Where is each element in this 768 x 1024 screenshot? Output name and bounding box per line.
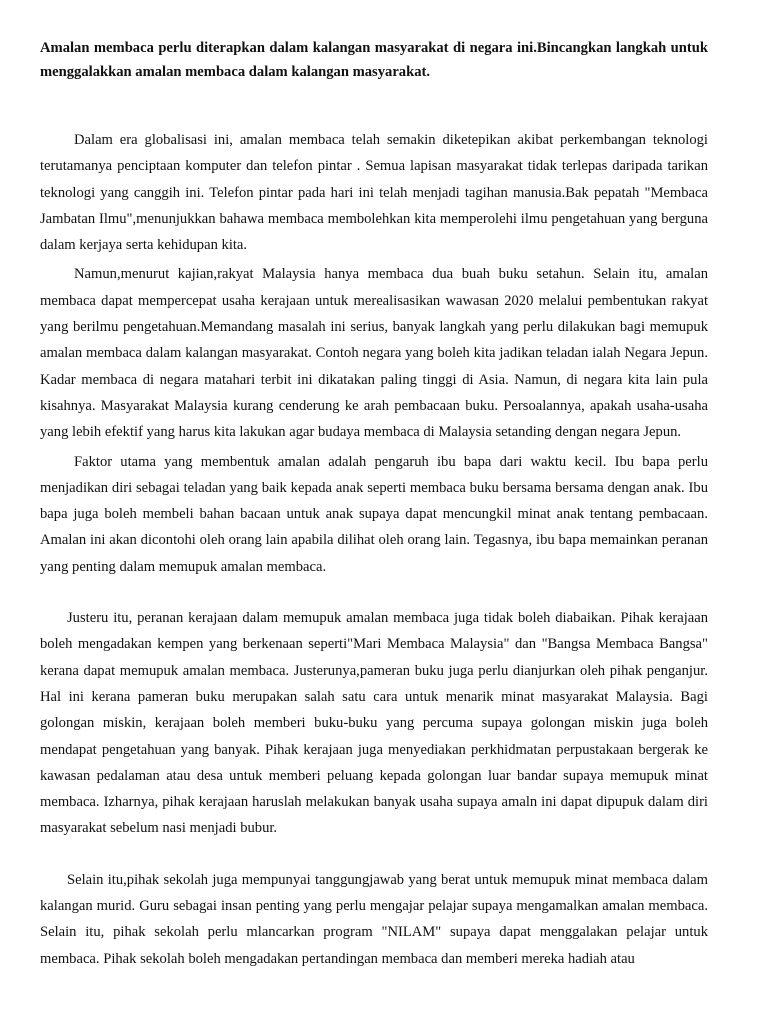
document-title: Amalan membaca perlu diterapkan dalam kalangan masyarakat di negara ini.Bincangkan langkah untuk menggalakkan amalan membaca dalam kalangan masyarakat. (40, 40, 708, 80)
paragraph-school: Selain itu,pihak sekolah juga mempunyai tanggungjawab yang berat untuk memupuk minat membaca dalam kalangan murid. Guru sebagai insan penting yang perlu mengajar pelajar supaya mengamalkan amalan membaca. Selain itu, pihak sekolah perlu mlancarkan program "NILAM" supaya dapat menggalakan pelajar untuk membaca. Pihak sekolah boleh mengadakan pertandingan membaca dan memberi mereka hadiah atau (40, 871, 708, 967)
paragraph-government: Justeru itu, peranan kerajaan dalam memupuk amalan membaca juga tidak boleh diabaikan. Pihak kerajaan boleh mengadakan kempen yang berkenaan seperti"Mari Membaca Malaysia" dan "Bangsa Membaca Bangsa" kerana dapat memupuk amalan membaca. Justerunya,pameran buku juga perlu dianjurkan oleh pihak penganjur. Hal ini kerana pameran buku merupakan salah satu cara untuk menarik minat masyarakat Malaysia. Bagi golongan miskin, kerajaan boleh memberi buku-buku yang percuma supaya golongan miskin juga boleh mendapat pengetahuan yang banyak. Pihak kerajaan juga menyediakan perkhidmatan perpustakaan bergerak ke kawasan pedalaman atau desa untuk memberi peluang kepada golongan luar bandar supaya memupuk minat membaca. Izharnya, pihak kerajaan haruslah melakukan banyak usaha supaya amaln ini dapat dipupuk dalam diri masyarakat sebelum nasi menjadi bubur. (40, 610, 708, 837)
paragraph-parents: Faktor utama yang membentuk amalan adalah pengaruh ibu bapa dari waktu kecil. Ibu bapa perlu menjadikan diri sebagai teladan yang baik kepada anak seperti membaca buku bersama bersama dengan anak. Ibu bapa juga boleh membeli bahan bacaan untuk anak supaya dapat mencungkil minat anak tentang pembacaan. Amalan ini akan dicontohi oleh orang lain apabila dilihat oleh orang lain. Tegasnya, ibu bapa memainkan peranan yang penting dalam memupuk amalan membaca. (40, 453, 708, 575)
paragraph-introduction: Dalam era globalisasi ini, amalan membaca telah semakin diketepikan akibat perkembangan teknologi terutamanya penciptaan komputer dan telefon pintar . Semua lapisan masyarakat tidak terlepas daripada tarikan teknologi yang canggih ini. Telefon pintar pada hari ini telah menjadi tagihan manusia.Bak pepatah "Membaca Jambatan Ilmu",menunjukkan bahawa membaca membolehkan kita memperolehi ilmu pengetahuan yang berguna dalam kerjaya serta kehidupan kita. (40, 132, 708, 254)
document-page (40, 36, 708, 972)
paragraph-context: Namun,menurut kajian,rakyat Malaysia hanya membaca dua buah buku setahun. Selain itu, amalan membaca dapat mempercepat usaha kerajaan untuk merealisasikan wawasan 2020 melalui pembentukan rakyat yang berilmu pengetahuan.Memandang masalah ini serius, banyak langkah yang perlu dilakukan bagi memupuk amalan membaca dalam kalangan masyarakat. Contoh negara yang boleh kita jadikan teladan ialah Negara Jepun. Kadar membaca di negara matahari terbit ini dikatakan paling tinggi di Asia. Namun, di negara kita lain pula kisahnya. Masyarakat Malaysia kurang cenderung ke arah pembacaan buku. Persoalannya, apakah usaha-usaha yang lebih efektif yang harus kita lakukan agar budaya membaca di Malaysia setanding dengan negara Jepun. (40, 266, 708, 441)
